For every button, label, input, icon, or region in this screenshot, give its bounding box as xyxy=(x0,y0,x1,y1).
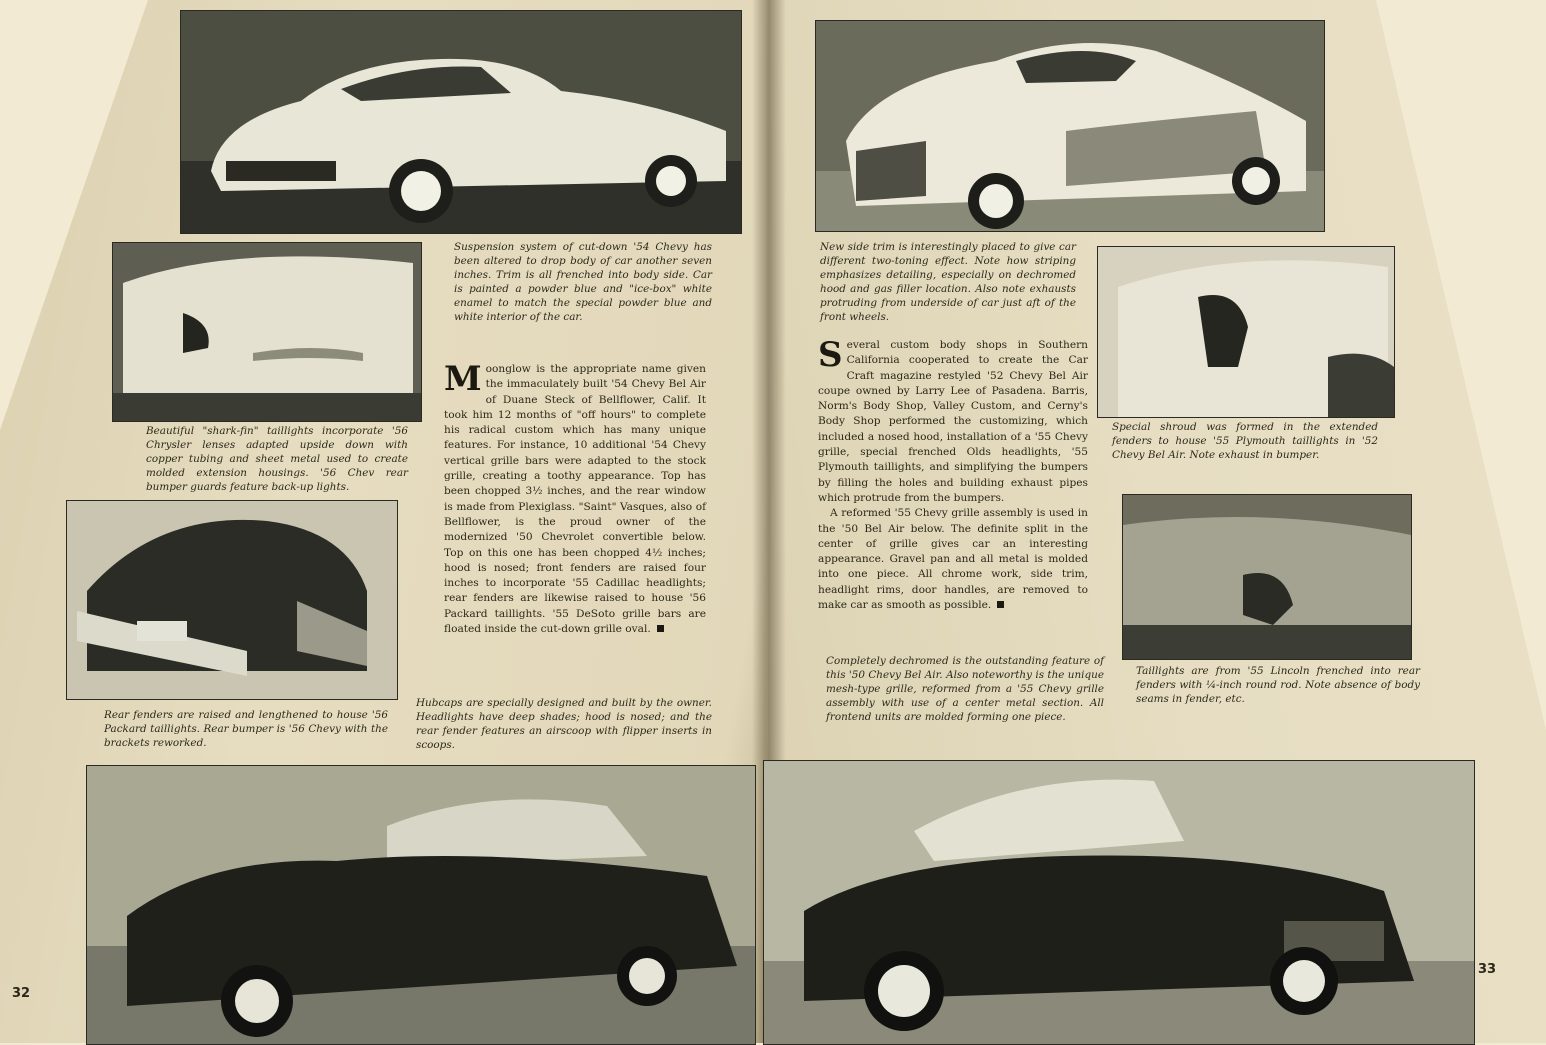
dropcap-m: M xyxy=(444,359,482,399)
caption-lincoln: Taillights are from '55 Lincoln frenched into rear fenders with ¼-inch round rod. Note absence of body seams in fender, etc. xyxy=(1136,665,1420,705)
end-mark xyxy=(657,625,664,632)
photo-convertible-1950 xyxy=(86,765,756,1045)
photo-bel-air-coupe-1952 xyxy=(815,20,1325,232)
photo-special-shroud xyxy=(1097,246,1395,418)
article-bel-air xyxy=(818,335,1088,613)
caption-shark-fin: Beautiful "shark-fin" taillights incorporate '56 Chrysler lenses adapted upside down with copper tubing and sheet metal used to create molded extension housings. '56 Chev rear bumper guards feature back-up lights. xyxy=(146,425,408,493)
article-bel-air-para2: A reformed '55 Chevy grille assembly is used in the '50 Bel Air below. The definite split in the center of grille gives car an interesting appearance. Gravel pan and all metal is molded into one piece. All chrome work, side trim, headlight rims, door handles, are removed to make car as smooth as possible. xyxy=(818,507,1088,612)
caption-dechromed: Completely dechromed is the outstanding feature of this '50 Chevy Bel Air. Also noteworthy is the unique mesh-type grille, reformed from a '55 Chevy grille assembly with use of a center metal section. All frontend units are molded forming one piece. xyxy=(826,655,1104,723)
dropcap-s: S xyxy=(818,335,843,375)
end-mark xyxy=(997,601,1004,608)
page-number-left: 32 xyxy=(12,986,31,1001)
photo-rear-fenders xyxy=(66,500,398,700)
photo-shark-fin-taillights xyxy=(112,242,422,422)
caption-shroud: Special shroud was formed in the extended fenders to house '55 Plymouth taillights in '52 Chevy Bel Air. Note exhaust in bumper. xyxy=(1112,421,1378,461)
photo-lincoln-taillights xyxy=(1122,494,1412,660)
caption-rear-fenders: Rear fenders are raised and lengthened to house '56 Packard taillights. Rear bumper is '56 Chevy with the brackets reworked. xyxy=(104,709,388,749)
photo-moonglow-front xyxy=(180,10,742,234)
article-bel-air-para1: everal custom body shops in Southern California cooperated to create the Car Craft magazine restyled '52 Chevy Bel Air coupe owned by Larry Lee of Pasadena. Barris, Norm's Body Shop, Valley Custom, and Cerny's Body Shop performed the customizing, which included a nosed hood, installation of a '55 Chevy grille, special frenched Olds headlights, '55 Plymouth taillights, and simplifying the bumpers by filling the holes and building exhaust pipes which protrude from the bumpers. xyxy=(818,339,1088,504)
caption-hubcaps: Hubcaps are specially designed and built by the owner. Headlights have deep shades; hood is nosed; and the rear fender features an airscoop with flipper inserts in scoops. xyxy=(416,697,712,751)
caption-suspension: Suspension system of cut-down '54 Chevy has been altered to drop body of car another seven inches. Trim is all frenched into body side. Car is painted a powder blue and "ice-box" white enamel to match the special powder blue and white interior of the car. xyxy=(454,241,712,323)
article-moonglow-text: oonglow is the appropriate name given the immaculately built '54 Chevy Bel Air of Duane Steck of Bellflower, Calif. It took him 12 months of "off hours" to complete his radical custom which has many unique features. For instance, 10 additional '54 Chevy vertical grille bars were adapted to the stock grille, creating a toothy appearance. Top has been chopped 3½ inches, and the rear window is made from Plexiglass. "Saint" Vasques, also of Bellflower, is the proud owner of the modernized '50 Chevrolet convertible below. Top on this one has been chopped 4½ inches; hood is nosed; front fenders are raised four inches to incorporate '55 Cadillac headlights; rear fenders are likewise raised to house '56 Packard taillights. '55 DeSoto grille bars are floated inside the cut-down grille oval. xyxy=(444,363,706,636)
page-number-right: 33 xyxy=(1478,962,1497,977)
caption-side-trim: New side trim is interestingly placed to give car different two-toning effect. Note how striping emphasizes detailing, especially on dechromed hood and gas filler location. Also note exhausts protruding from underside of car just aft of the front wheels. xyxy=(820,241,1076,323)
photo-bel-air-1950-dechromed xyxy=(763,760,1475,1045)
article-moonglow xyxy=(444,359,706,637)
